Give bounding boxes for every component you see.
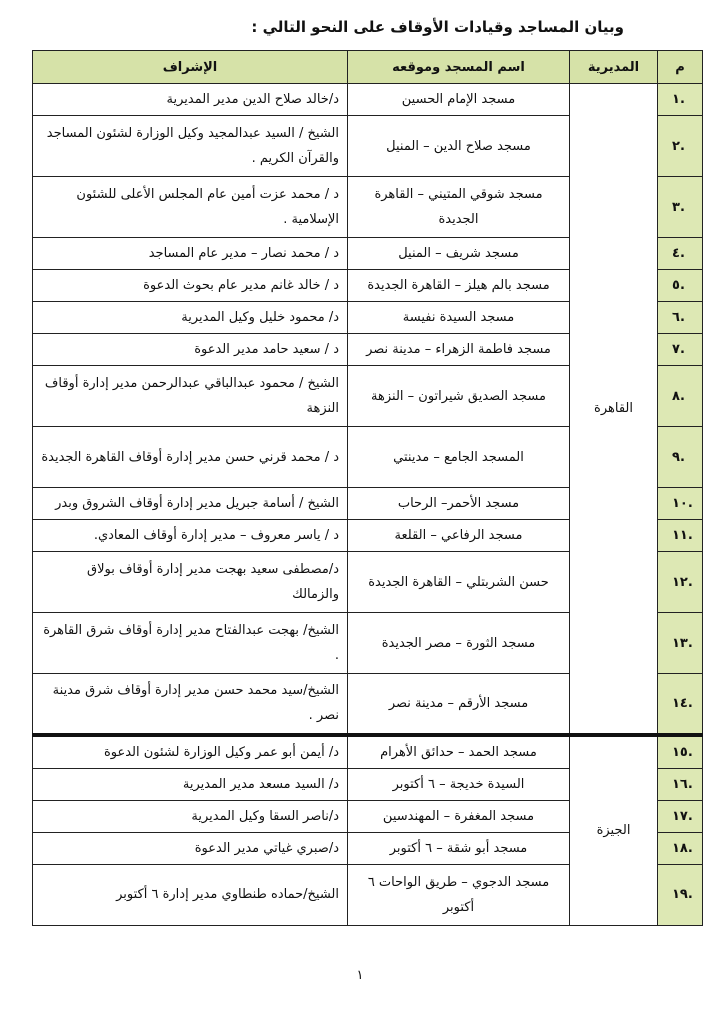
row-number: .١١ [658,520,703,552]
mosques-table [32,50,703,926]
directorate-cell: الجيزة [570,735,658,926]
supervisor-cell: د/ أيمن أبو عمر وكيل الوزارة لشئون الدعوة [33,735,348,769]
mosque-cell: مسجد الرفاعي – القلعة [348,520,570,552]
row-number: .١٨ [658,832,703,864]
row-number: .٤ [658,238,703,270]
mosque-cell: مسجد الصديق شيراتون – النزهة [348,366,570,427]
mosque-cell: مسجد فاطمة الزهراء – مدينة نصر [348,334,570,366]
header-supervision: الإشراف [33,51,348,84]
supervisor-cell: الشيخ/ بهجت عبدالفتاح مدير إدارة أوقاف شرق القاهرة . [33,613,348,674]
supervisor-cell: د/صبري غياتي مدير الدعوة [33,832,348,864]
row-number: .٦ [658,302,703,334]
table-body [33,84,703,926]
mosque-cell: مسجد شريف – المنيل [348,238,570,270]
row-number: .١٩ [658,864,703,925]
header-mosque: اسم المسجد وموقعه [348,51,570,84]
supervisor-cell: د / محمد عزت أمين عام المجلس الأعلى للشئون الإسلامية . [33,177,348,238]
mosque-cell: مسجد صلاح الدين – المنيل [348,116,570,177]
supervisor-cell: د/ السيد مسعد مدير المديرية [33,768,348,800]
row-number: .١ [658,84,703,116]
mosque-cell: مسجد المغفرة – المهندسين [348,800,570,832]
mosque-cell: مسجد بالم هيلز – القاهرة الجديدة [348,270,570,302]
row-number: .١٦ [658,768,703,800]
table-row [33,84,703,116]
supervisor-cell: الشيخ / السيد عبدالمجيد وكيل الوزارة لشئون المساجد والقرآن الكريم . [33,116,348,177]
mosque-cell: مسجد الإمام الحسين [348,84,570,116]
mosque-cell: مسجد السيدة نفيسة [348,302,570,334]
mosque-cell: مسجد أبو شقة – ٦ أكتوبر [348,832,570,864]
mosque-cell: حسن الشربتلي – القاهرة الجديدة [348,552,570,613]
row-number: .٣ [658,177,703,238]
row-number: .١٣ [658,613,703,674]
supervisor-cell: د / محمد نصار – مدير عام المساجد [33,238,348,270]
row-number: .١٠ [658,488,703,520]
mosque-cell: مسجد الحمد – حدائق الأهرام [348,735,570,769]
row-number: .١٥ [658,735,703,769]
row-number: .١٤ [658,674,703,735]
supervisor-cell: د/ محمود خليل وكيل المديرية [33,302,348,334]
document-title: وبيان المساجد وقيادات الأوقاف على النحو التالي : [251,18,624,36]
row-number: .٢ [658,116,703,177]
supervisor-cell: د / سعيد حامد مدير الدعوة [33,334,348,366]
row-number: .٨ [658,366,703,427]
header-num: م [658,51,703,84]
supervisor-cell: د / خالد غانم مدير عام بحوث الدعوة [33,270,348,302]
supervisor-cell: د / ياسر معروف – مدير إدارة أوقاف المعادي. [33,520,348,552]
supervisor-cell: د/ناصر السقا وكيل المديرية [33,800,348,832]
supervisor-cell: د / محمد قرني حسن مدير إدارة أوقاف القاهرة الجديدة [33,427,348,488]
supervisor-cell: الشيخ/حماده طنطاوي مدير إدارة ٦ أكتوبر [33,864,348,925]
row-number: .١٢ [658,552,703,613]
table-row [33,735,703,769]
row-number: .٥ [658,270,703,302]
supervisor-cell: الشيخ / أسامة جبريل مدير إدارة أوقاف الشروق وبدر [33,488,348,520]
mosque-cell: مسجد الثورة – مصر الجديدة [348,613,570,674]
mosque-cell: مسجد الأحمر– الرحاب [348,488,570,520]
row-number: .٧ [658,334,703,366]
directorate-cell: القاهرة [570,84,658,735]
supervisor-cell: الشيخ/سيد محمد حسن مدير إدارة أوقاف شرق مدينة نصر . [33,674,348,735]
mosque-cell: مسجد شوقي المتيني – القاهرة الجديدة [348,177,570,238]
mosque-cell: المسجد الجامع – مدينتي [348,427,570,488]
supervisor-cell: الشيخ / محمود عبدالباقي عبدالرحمن مدير إدارة أوقاف النزهة [33,366,348,427]
mosque-cell: السيدة خديجة – ٦ أكتوبر [348,768,570,800]
supervisor-cell: د/مصطفى سعيد بهجت مدير إدارة أوقاف بولاق والزمالك [33,552,348,613]
page-number: ١ [356,968,364,983]
row-number: .١٧ [658,800,703,832]
row-number: .٩ [658,427,703,488]
table-header-row [33,51,703,84]
supervisor-cell: د/خالد صلاح الدين مدير المديرية [33,84,348,116]
mosque-cell: مسجد الدجوي – طريق الواحات ٦ أكتوبر [348,864,570,925]
mosque-cell: مسجد الأرقم – مدينة نصر [348,674,570,735]
header-directorate: المديرية [570,51,658,84]
